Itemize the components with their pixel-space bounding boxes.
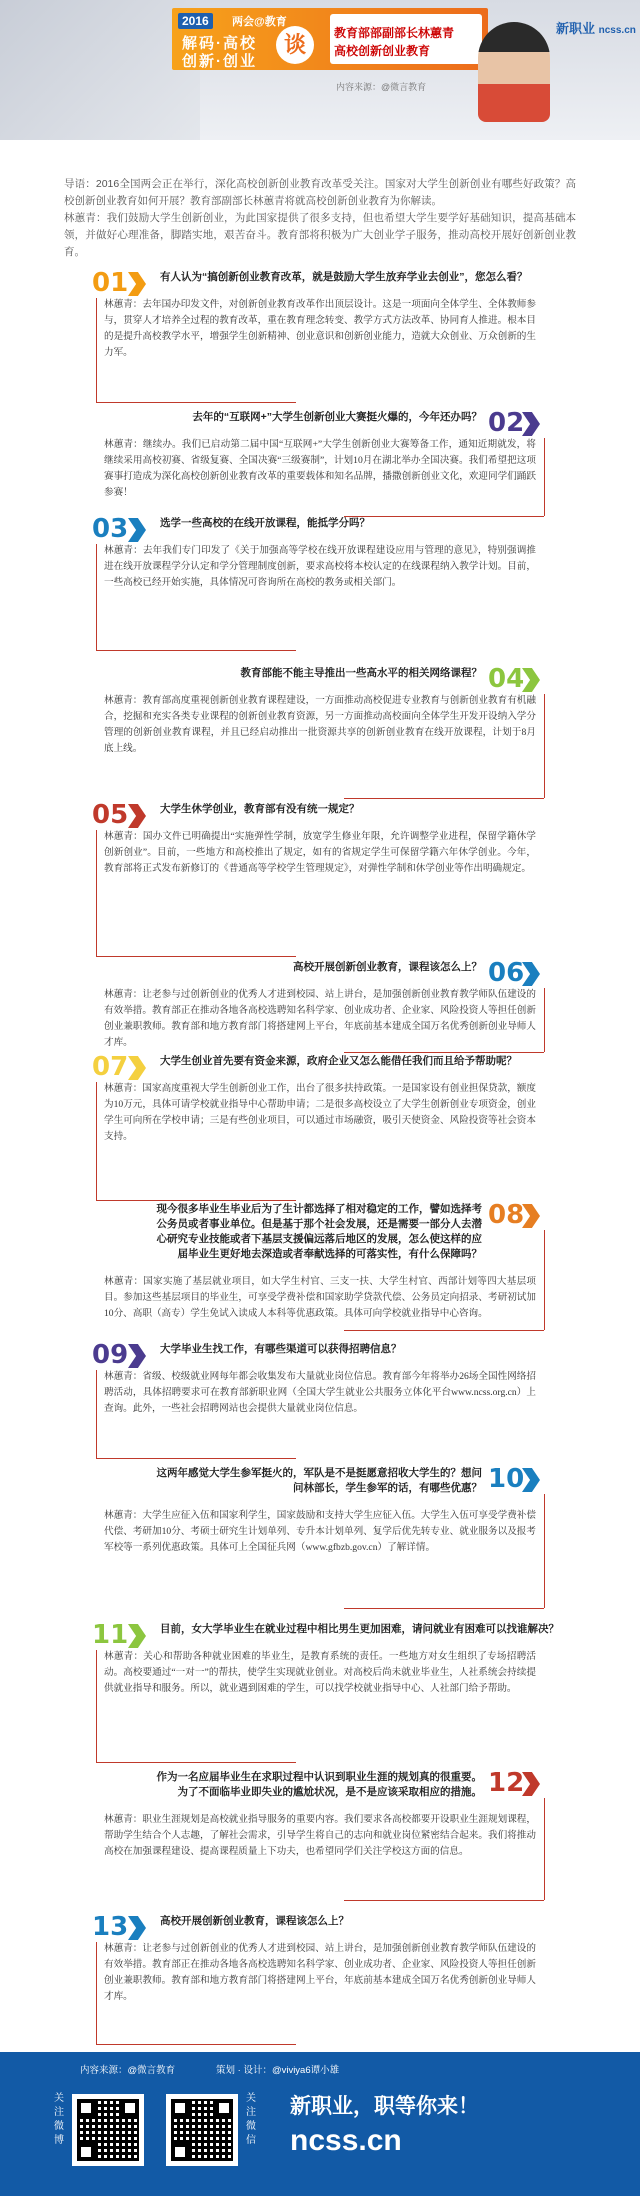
section-border-horizontal xyxy=(344,1330,544,1331)
section-border-horizontal xyxy=(344,1900,544,1901)
section-arrow-icon xyxy=(128,1624,146,1648)
header-banner xyxy=(0,0,640,140)
section-border-vertical xyxy=(96,830,97,956)
site-logo xyxy=(556,18,636,37)
section-question: 目前，女大学毕业生在就业过程中相比男生更加困难，请问就业有困难可以找谁解决？ xyxy=(160,1623,559,1635)
section-question: 有人认为“搞创新创业教育改革，就是鼓励大学生放弃学业去创业”，您怎么看？ xyxy=(160,271,528,283)
footer-site: ncss.cn xyxy=(290,2124,402,2157)
section-question: 教育部能不能主导推出一些高水平的相关网络课程？ xyxy=(240,667,482,679)
section-answer: 林蕙青：国家实施了基层就业项目，如大学生村官、三支一扶、大学生村官、西部计划等四大基层项目。参加这些基层项目的毕业生，可享受学费补偿和国家助学贷款代偿、公务员定向招录、考研初试加10分、高职（高专）学生免试入读成人本科等优惠政策。具体可向学校就业指导中心咨询。 xyxy=(104,1276,536,1319)
section-border-vertical xyxy=(544,438,545,516)
section-arrow-icon xyxy=(522,962,540,986)
section-border-vertical xyxy=(96,544,97,650)
follow-weibo-label: 关注微博 xyxy=(54,2093,64,2146)
logo-text: 新职业 xyxy=(556,21,596,36)
tan-circle: 谈 xyxy=(276,26,314,64)
section-answer: 林蕙青：教育部高度重视创新创业教育课程建设，一方面推动高校促进专业教育与创新创业教育有机融合，挖掘和充实各类专业课程的创新创业教育资源，另一方面推动高校面向全体学生开发开设纳入学分管理的创新创业教育课程，并且已经启动推出一批资源共享的创新创业教育在线开放课程，计划于8月底上线。 xyxy=(104,695,536,754)
section-border-horizontal xyxy=(96,402,296,403)
section-arrow-icon xyxy=(128,804,146,828)
section-answer: 林蕙青：职业生涯规划是高校就业指导服务的重要内容。我们要求各高校都要开设职业生涯规划课程，帮助学生结合个人志趣，了解社会需求，引导学生将自己的志向和就业岗位紧密结合起来。我们将推动高校在加强课程建设、提高课程质量上下功夫，也希望同学们关注学校这方面的信息。 xyxy=(104,1814,536,1857)
section-number: 11 xyxy=(92,1620,129,1650)
section-arrow-icon xyxy=(128,272,146,296)
footer-slogan: 新职业，职等你来！ xyxy=(290,2095,479,2118)
footer xyxy=(0,2052,640,2196)
section-number: 03 xyxy=(92,514,129,544)
section-border-vertical xyxy=(544,1494,545,1608)
section-answer: 林蕙青：国家高度重视大学生创新创业工作，出台了很多扶持政策。一是国家设有创业担保贷款，额度为10万元，具体可请学校就业指导中心帮助申请；二是很多高校设立了大学生创新创业专项资金，创业学生可向所在学校申请；三是有些创业项目，可以通过市场融资，吸引天使资金、风险投资等社会资本支持。 xyxy=(104,1083,536,1142)
section-number: 07 xyxy=(92,1052,129,1082)
section-answer: 林蕙青：让老参与过创新创业的优秀人才进到校园、站上讲台，是加强创新创业教育教学师队伍建设的有效举措。教育部正在推动各地各高校选聘知名科学家、创业成功者、企业家、风险投资人等担任创新创业兼职教师。教育部和地方教育部门将搭建网上平台，年底前基本建成全国万名优秀创新创业导师人才库。 xyxy=(104,1943,536,2002)
section-arrow-icon xyxy=(128,1344,146,1368)
section-answer: 林蕙青：去年国办印发文件，对创新创业教育改革作出顶层设计。这是一项面向全体学生、全体教师参与，贯穿人才培养全过程的教育改革，重在教育理念转变、教学方式方法改革、协同育人推进。根本目的是提升高校教学水平，增强学生创新精神、创业意识和创新创业能力，造就大众创业、万众创新的生力军。 xyxy=(104,299,536,358)
content-source: 内容来源：@微言教育 xyxy=(336,82,427,92)
section-answer: 林蕙青：大学生应征入伍和国家利学生，国家鼓励和支持大学生应征入伍。大学生入伍可享受学费补偿代偿、考研加10分、考硕士研究生计划单列、专升本计划单列、复学后优先转专业、就业服务以及报考军校等一系列优惠政策。具体可上全国征兵网（www.gfbzb.gov.cn）了解详情。 xyxy=(104,1510,536,1553)
section-border-vertical xyxy=(96,298,97,402)
section-border-horizontal xyxy=(344,1608,544,1609)
footer-design: 策划 · 设计：@viviya6谭小雄 xyxy=(216,2065,340,2076)
banner-right-line-2: 高校创新创业教育 xyxy=(334,44,431,58)
section-question: 去年的“互联网+”大学生创新创业大赛挺火爆的，今年还办吗？ xyxy=(192,411,482,423)
section-number: 05 xyxy=(92,800,129,830)
section-number: 08 xyxy=(488,1200,525,1230)
section-border-horizontal xyxy=(344,1052,544,1053)
section-border-horizontal xyxy=(96,1458,296,1459)
section-question: 大学毕业生找工作，有哪些渠道可以获得招聘信息？ xyxy=(160,1343,402,1355)
banner-year: 2016 xyxy=(178,13,213,29)
section-arrow-icon xyxy=(522,412,540,436)
logo-site: ncss.cn xyxy=(598,25,636,36)
section-answer: 林蕙青：国办文件已明确提出“实施弹性学制，放宽学生修业年限，允许调整学业进程，保留学籍休学创新创业”。目前，一些地方和高校推出了规定，如有的省规定学生可保留学籍六年休学创业。今年，教育部将正式发布新修订的《普通高等学校学生管理规定》，对弹性学制和休学创业等作出明确规定。 xyxy=(104,831,536,874)
section-border-vertical xyxy=(96,1650,97,1762)
section-arrow-icon xyxy=(522,1204,540,1228)
follow-weixin-label: 关注微信 xyxy=(246,2093,256,2146)
section-answer: 林蕙青：关心和帮助各种就业困难的毕业生，是教育系统的责任。一些地方对女生组织了专场招聘活动。高校要通过“一对一”的帮扶，使学生实现就业创业。对高校后尚未就业毕业生，人社系统会持续提供就业指导和服务。所以，就业遇到困难的学生，可以找学校就业指导中心、人社部门给予帮助。 xyxy=(104,1651,536,1694)
section-border-vertical xyxy=(96,1082,97,1200)
intro-paragraph-1: 导语：2016全国两会正在举行，深化高校创新创业教育改革受关注。国家对大学生创新创业有哪些好政策？高校创新创业教育如何开展？教育部副部长林蕙青将就高校创新创业教育为你解读。 xyxy=(64,178,576,207)
section-arrow-icon xyxy=(522,1772,540,1796)
section-question: 高校开展创新创业教育，课程该怎么上？ xyxy=(160,1915,349,1927)
section-border-vertical xyxy=(544,1230,545,1330)
section-arrow-icon xyxy=(522,1468,540,1492)
section-number: 06 xyxy=(488,958,525,988)
section-border-horizontal xyxy=(96,956,296,957)
section-number: 12 xyxy=(488,1768,525,1798)
intro-paragraph-2: 林蕙青：我们鼓励大学生创新创业，为此国家提供了很多支持，但也希望大学生要学好基础知识，提高基础本领，并做好心理准备，脚踏实地，艰苦奋斗。教育部将积极为广大创业学子服务，推动高校开展好创新创业教育。 xyxy=(64,212,576,258)
section-question: 这两年感觉大学生参军挺火的，军队是不是挺愿意招收大学生的？想问问林部长，学生参军的话，有哪些优惠？ xyxy=(156,1467,482,1494)
weixin-qr-code[interactable] xyxy=(166,2094,238,2166)
title-banner xyxy=(172,8,488,70)
section-border-horizontal xyxy=(96,1200,296,1201)
section-border-vertical xyxy=(96,1370,97,1458)
section-question: 大学生创业首先要有资金来源，政府企业又怎么能借任我们而且给予帮助呢？ xyxy=(160,1055,517,1067)
section-border-horizontal xyxy=(96,1762,296,1763)
section-border-vertical xyxy=(544,1798,545,1900)
section-question: 高校开展创新创业教育，课程该怎么上？ xyxy=(293,961,482,973)
section-border-horizontal xyxy=(96,650,296,651)
section-arrow-icon xyxy=(128,518,146,542)
section-number: 13 xyxy=(92,1912,129,1942)
title-line-2: 创新·创业 xyxy=(182,53,257,70)
section-question: 大学生休学创业，教育部有没有统一规定？ xyxy=(160,803,360,815)
section-number: 02 xyxy=(488,408,525,438)
section-number: 10 xyxy=(488,1464,525,1494)
header-fold xyxy=(0,0,200,140)
weibo-qr-code[interactable] xyxy=(72,2094,144,2166)
section-number: 01 xyxy=(92,268,129,298)
section-question: 现今很多毕业生毕业后为了生计都选择了相对稳定的工作，譬如选择考公务员或者事业单位。但是基于那个社会发展，还是需要一部分人去潜心研究专业技能或者下基层支援偏远落后地区的发展，怎么使这样的应届毕业生更好地去深造或者奉献选择的可落实性，有什么保障吗？ xyxy=(156,1203,482,1260)
banner-tag: 两会@教育 xyxy=(232,16,287,28)
section-arrow-icon xyxy=(128,1056,146,1080)
section-number: 04 xyxy=(488,664,525,694)
section-answer: 林蕙青：省级、校级就业网每年都会收集发布大量就业岗位信息。教育部今年将举办26场全国性网络招聘活动，具体招聘要求可在教育部新职业网（全国大学生就业公共服务立体化平台www.ncss.org.cn）上查询。此外，一些社会招聘网站也会提供大量就业岗位信息。 xyxy=(104,1371,536,1414)
section-question: 作为一名应届毕业生在求职过程中认识到职业生涯的规划真的很重要。为了不面临毕业即失业的尴尬状况，是不是应该采取相应的措施。 xyxy=(156,1771,482,1798)
intro-block xyxy=(64,176,576,261)
speaker-photo xyxy=(478,22,550,122)
title-line-1: 解码·高校 xyxy=(182,35,257,52)
section-border-horizontal xyxy=(96,2044,296,2045)
section-border-horizontal xyxy=(344,798,544,799)
section-arrow-icon xyxy=(128,1916,146,1940)
section-border-vertical xyxy=(544,988,545,1052)
section-number: 09 xyxy=(92,1340,129,1370)
section-border-vertical xyxy=(96,1942,97,2044)
section-arrow-icon xyxy=(522,668,540,692)
section-question: 选学一些高校的在线开放课程，能抵学分吗？ xyxy=(160,517,370,529)
footer-source: 内容来源：@微言教育 xyxy=(80,2065,176,2076)
section-border-vertical xyxy=(544,694,545,798)
section-answer: 林蕙青：继续办。我们已启动第二届中国“互联网+”大学生创新创业大赛筹备工作，通知近期就发，将继续采用高校初赛、省级复赛、全国决赛“三级赛制”，计划10月在湖北举办全国决赛。我们希望把这项赛事打造成为深化高校创新创业教育改革的重要载体和知名品牌，播撒创新创业文化，欢迎同学们踊跃参赛！ xyxy=(104,439,536,498)
banner-right-line-1: 教育部部副部长林蕙青 xyxy=(334,26,455,40)
section-answer: 林蕙青：让老参与过创新创业的优秀人才进到校园、站上讲台，是加强创新创业教育教学师队伍建设的有效举措。教育部正在推动各地各高校选聘知名科学家、创业成功者、企业家、风险投资人等担任创新创业兼职教师。教育部和地方教育部门将搭建网上平台，年底前基本建成全国万名优秀创新创业导师人才库。 xyxy=(104,989,536,1048)
section-answer: 林蕙青：去年我们专门印发了《关于加强高等学校在线开放课程建设应用与管理的意见》，特别强调推进在线开放课程学分认定和学分管理制度创新，要求高校将本校认定的在线课程纳入教学计划。目前，一些高校已经开始实施，具体情况可咨询所在高校的教务或相关部门。 xyxy=(104,545,536,588)
